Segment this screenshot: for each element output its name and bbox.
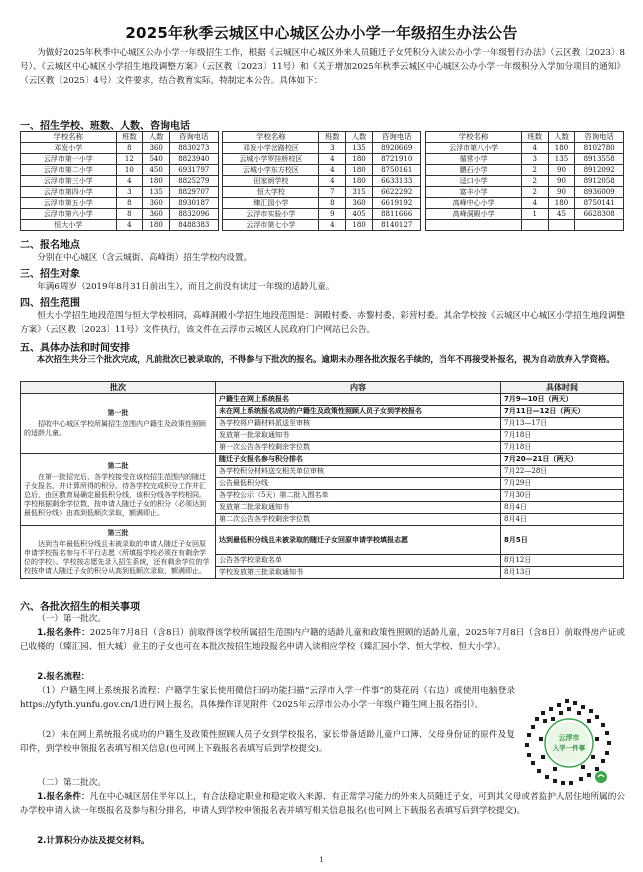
classes-cell: 4: [319, 176, 346, 187]
phone-cell: 8936009: [575, 187, 624, 198]
school-name-cell: 邓发小学: [21, 143, 117, 154]
phone-cell: 8825279: [170, 176, 219, 187]
classes-cell: 3: [521, 154, 548, 165]
sub1-item2-label: 2.报名流程：: [37, 672, 90, 682]
phone-cell: 8830273: [170, 143, 219, 154]
students-cell: 45: [548, 209, 575, 220]
intro-paragraph: 为做好2025年秋季中心城区公办小学一年级招生工作，根据《云城区中心城区外来人员随迁子女凭积分入读公办小学一年级暂行办法》（云区教〔2023〕8号）、《云城区中心城区小学招生地段调整方案》（云区教〔2023〕11号）和《关于增加2025年秋季云城区中心城区公办小学一年级积分入学加分项目的通知》（云区教〔2025〕4号）文件要求，结合教育实际，特制定本公告。具体如下：: [20, 48, 625, 86]
students-cell: 405: [346, 209, 373, 220]
school-name-cell: 云浮市第八小学: [426, 143, 522, 154]
sub1-item2-p2: （2）未在网上系统报名成功的户籍生及政策性照顾人员子女到学校报名，家长带备适龄儿童户口簿、父母身份证的原件及复印件，到学校申领报名表填写相关信息(也可网上下载报名表填写后到学校提交)。: [20, 730, 515, 754]
sub1-item1-label: 1.报名条件：: [37, 628, 90, 638]
sub2-item1-label: 1.报名条件：: [37, 792, 90, 802]
header-school-name: 学校名称: [426, 132, 522, 143]
batch-name: 第一批: [107, 409, 129, 417]
students-cell: 180: [548, 143, 575, 154]
students-cell: 135: [346, 143, 373, 154]
school-name-cell: 迳口小学: [426, 176, 522, 187]
phone-cell: 6628308: [575, 209, 624, 220]
phone-cell: 8750141: [575, 198, 624, 209]
school-table-row: [21, 176, 624, 187]
students-cell: [548, 220, 575, 231]
students-cell: 360: [143, 198, 170, 209]
students-cell: 90: [548, 176, 575, 187]
classes-cell: 2: [521, 176, 548, 187]
header-school-name: 学校名称: [21, 132, 117, 143]
sunflower-qr-code[interactable]: [523, 697, 615, 789]
batch-name: 第三批: [107, 528, 129, 537]
phone-cell: 8832096: [170, 209, 219, 220]
students-cell: 450: [143, 165, 170, 176]
school-table: [20, 131, 624, 231]
phone-cell: 8750161: [372, 165, 421, 176]
sub2-title: （二）第二批次。: [37, 778, 106, 788]
batch-cell: [21, 394, 216, 454]
students-cell: 360: [143, 143, 170, 154]
schedule-time-cell: 7月30日: [501, 490, 624, 502]
header-content: 内容: [216, 382, 501, 394]
batch-cell: [21, 526, 216, 579]
header-classes: 班数: [319, 132, 346, 143]
students-cell: 360: [346, 198, 373, 209]
sub2-item2-label: 2.计算积分办法及提交材料。: [37, 836, 150, 846]
schedule-time-cell: 7月29日: [501, 478, 624, 490]
schedule-content-cell: 各学校积分材料送交相关单位审核: [216, 466, 501, 478]
classes-cell: 8: [319, 198, 346, 209]
school-table-row: [21, 187, 624, 198]
phone-cell: 8829707: [170, 187, 219, 198]
schedule-content-cell: 各学校将户籍材料派送至审核: [216, 418, 501, 430]
batch-name: 第二批: [107, 461, 129, 470]
qr-caption-top: 云浮市: [558, 734, 580, 742]
school-name-cell: 恒大小学: [21, 220, 117, 231]
schedule-content-cell: 达到最低积分线且未被录取的随迁子女回原申请学校填报志愿: [216, 526, 501, 555]
students-cell: 315: [346, 187, 373, 198]
phone-cell: 8912058: [575, 176, 624, 187]
school-name-cell: 高峰中心小学: [426, 198, 522, 209]
schedule-time-cell: 8月13日: [501, 567, 624, 579]
school-name-cell: 鹏石小学: [426, 165, 522, 176]
schedule-content-cell: 随迁子女报名参与积分排名: [216, 454, 501, 466]
classes-cell: 4: [319, 220, 346, 231]
classes-cell: 7: [319, 187, 346, 198]
school-table-row: [21, 209, 624, 220]
classes-cell: 2: [521, 165, 548, 176]
students-cell: 180: [346, 154, 373, 165]
section-2-text: 分别在中心城区（含云城街、高峰街）招生学校内设置。: [37, 253, 253, 263]
phone-cell: 8920669: [372, 143, 421, 154]
schedule-content-cell: 各学校公示（5天）第二批入围名单: [216, 490, 501, 502]
phone-cell: 6619192: [372, 198, 421, 209]
schedule-row: [21, 526, 624, 555]
schedule-time-cell: 7月22—28日: [501, 466, 624, 478]
classes-cell: 8: [116, 198, 143, 209]
schedule-content-cell: 学校发放第三批录取通知书: [216, 567, 501, 579]
classes-cell: 8: [116, 209, 143, 220]
school-name-cell: 云浮市第二小学: [21, 165, 117, 176]
sub1-item1-text: 2025年7月8日（含8日）前取得该学校所属招生范围内户籍的适龄儿童和政策性照顾的适龄儿童，2025年7月8日（含8日）前取得房产证或已收楼的（臻汇园、恒大城）业主的子女也可在本批次按招生地段报名申请入读相应学校（臻汇园小学、恒大学校、恒大小学）。: [20, 628, 625, 652]
classes-cell: 1: [521, 209, 548, 220]
students-cell: 90: [548, 165, 575, 176]
students-cell: 180: [346, 176, 373, 187]
section-5-note: 本次招生共分三个批次完成，凡前批次已被录取的，不得参与下批次的报名。逾期未办理各批次报名手续的，当年不再接受补报名，视为自动放弃入学资格。: [36, 354, 615, 364]
classes-cell: [521, 220, 548, 231]
header-time: 具体时间: [501, 382, 624, 394]
phone-cell: 8930187: [170, 198, 219, 209]
schedule-content-cell: 公告最低积分线: [216, 478, 501, 490]
header-school-name: 学校名称: [223, 132, 319, 143]
schedule-row: [21, 454, 624, 466]
section-2-heading: 二、报名地点: [20, 240, 80, 251]
phone-cell: 8913558: [575, 154, 624, 165]
classes-cell: 4: [319, 165, 346, 176]
schedule-time-cell: 7月18日: [501, 442, 624, 454]
header-classes: 班数: [116, 132, 143, 143]
qr-code-icon: [523, 697, 615, 789]
header-classes: 班数: [521, 132, 548, 143]
school-name-cell: [426, 220, 522, 231]
schedule-content-cell: 发放第二批录取通知书: [216, 502, 501, 514]
section-3-text: 年满6周岁（2019年8月31日前出生），而且之前没有读过一年级的适龄儿童。: [37, 282, 335, 292]
section-5-heading: 五、具体办法和时间安排: [20, 343, 130, 354]
school-name-cell: 云浮市第一小学: [21, 154, 117, 165]
students-cell: 180: [548, 198, 575, 209]
sub1-item1: [20, 626, 625, 654]
schedule-row: [21, 394, 624, 406]
classes-cell: 12: [116, 154, 143, 165]
batch-description: 在第一批招完后，各学校接受在该校招生范围内的随迁子女报名，并计算所得的积分。待各学校完成积分工作并汇总后，由区教育局确定最低积分线，该积分线各学校相同。学校根据剩余学位数，按申请人随迁子女的积分（必须达到最低积分线）由高到低顺次录取，额满即止。: [24, 472, 206, 517]
school-name-cell: 云浮市第四小学: [21, 187, 117, 198]
classes-cell: 4: [521, 198, 548, 209]
phone-cell: 8912092: [575, 165, 624, 176]
sub1-title: （一）第一批次。: [37, 614, 106, 624]
phone-cell: 6622292: [372, 187, 421, 198]
classes-cell: 10: [116, 165, 143, 176]
students-cell: 180: [143, 176, 170, 187]
school-name-cell: 高峰洞殿小学: [426, 209, 522, 220]
classes-cell: 8: [116, 143, 143, 154]
school-name-cell: 富丰小学: [426, 187, 522, 198]
sub1-item2-p1: （1）户籍生网上系统报名流程：户籍学生家长使用微信扫码功能扫描“云浮市入学一件事”的葵花码（右边）或使用电脑登录https://yfyth.yunfu.gov.cn/1进行网上报名，具体操作详见附件《2025年云浮市公办小学一年级户籍生网上报名指引》。: [20, 686, 515, 710]
school-name-cell: 田家炳学校: [223, 176, 319, 187]
school-name-cell: 云城小学罗挂桥校区: [223, 154, 319, 165]
header-phone: 咨询电话: [170, 132, 219, 143]
classes-cell: 4: [319, 154, 346, 165]
phone-cell: 8488383: [170, 220, 219, 231]
section-4-text: 恒大小学招生地段范围与恒大学校相同，高峰洞殿小学招生地段范围是：洞殿村委、赤黎村委、彩营村委。其余学校按《云城区中心城区小学招生地段调整方案》（云区教〔2023〕11号）文件执行，该文件在云浮市云城区人民政府门户网站已公告。: [20, 311, 625, 335]
classes-cell: 9: [319, 209, 346, 220]
page-number: 1: [319, 856, 324, 864]
classes-cell: 2: [521, 187, 548, 198]
schedule-content-cell: 公告各学校录取名单: [216, 555, 501, 567]
students-cell: 360: [143, 209, 170, 220]
school-table-row: [21, 143, 624, 154]
qr-caption-bottom: 入学一件事: [552, 744, 586, 752]
students-cell: 180: [346, 220, 373, 231]
students-cell: 180: [143, 220, 170, 231]
schedule-time-cell: 8月5日: [501, 526, 624, 555]
sub2-item1: [20, 790, 625, 818]
school-name-cell: 循常小学: [426, 154, 522, 165]
schedule-time-cell: 7月13—17日: [501, 418, 624, 430]
header-phone: 咨询电话: [575, 132, 624, 143]
sub2-item1-text: 凡在中心城区居住半年以上，有合法稳定职业和稳定收入来源、有正常学习能力的外来人员随迁子女，可到其父母或者监护人居住地所属的公办学校申请入读一年级报名及参与积分排名，申请人到学校申领报名表并填写相关信息报名(也可网上下载报名表填写后到学校提交)。: [20, 792, 625, 816]
school-table-row: [21, 220, 624, 231]
school-table-row: [21, 165, 624, 176]
section-1-heading: 一、招生学校、班数、人数、咨询电话: [20, 121, 190, 132]
header-students: 人数: [143, 132, 170, 143]
students-cell: 135: [143, 187, 170, 198]
school-name-cell: 云浮市第三小学: [21, 176, 117, 187]
batch-description: 达到当年最低积分线且未被录取的申请人随迁子女回原申请学校报名参与不平行志愿（所填报学校必须在有剩余学位的学校）。学校按志愿先录入招生系统，还有剩余学位的学校按申请人随迁子女的积分从高到低顺次录取，额满即止。: [24, 539, 210, 575]
header-phone: 咨询电话: [372, 132, 421, 143]
section-3-heading: 三、招生对象: [20, 269, 80, 280]
phone-cell: 6633133: [372, 176, 421, 187]
classes-cell: 4: [116, 176, 143, 187]
school-name-cell: 云浮市第七小学: [223, 220, 319, 231]
classes-cell: 4: [521, 143, 548, 154]
students-cell: 90: [548, 187, 575, 198]
schedule-table: [20, 381, 624, 579]
school-name-cell: 臻汇园小学: [223, 198, 319, 209]
schedule-header-row: [21, 382, 624, 394]
schedule-time-cell: 7月20—21日（两天）: [501, 454, 624, 466]
classes-cell: 3: [116, 187, 143, 198]
schedule-content-cell: 未在网上系统报名成功的户籍生及政策性照顾人员子女到学校报名: [216, 406, 501, 418]
students-cell: 540: [143, 154, 170, 165]
school-name-cell: 云城小学东方校区: [223, 165, 319, 176]
header-students: 人数: [346, 132, 373, 143]
school-name-cell: 恒大学校: [223, 187, 319, 198]
header-students: 人数: [548, 132, 575, 143]
classes-cell: 4: [116, 220, 143, 231]
phone-cell: 8823940: [170, 154, 219, 165]
school-name-cell: 云浮市第六小学: [21, 209, 117, 220]
phone-cell: 8140127: [372, 220, 421, 231]
school-name-cell: 邓发小学岔路校区: [223, 143, 319, 154]
schedule-content-cell: 第二次公告各学校剩余学位数: [216, 514, 501, 526]
classes-cell: 3: [319, 143, 346, 154]
batch-description: 招收中心城区学校所属招生范围内户籍生及政策性照顾的适龄儿童。: [24, 420, 206, 437]
phone-cell: 8811666: [372, 209, 421, 220]
schedule-time-cell: 8月4日: [501, 514, 624, 526]
section-4-heading: 四、招生范围: [20, 298, 80, 309]
schedule-time-cell: 7月11日—12日（两天）: [501, 406, 624, 418]
phone-cell: [575, 220, 624, 231]
page-title: 2025年秋季云城区中心城区公办小学一年级招生办法公告: [125, 24, 518, 42]
section-6-heading: 六、各批次招生的相关事项: [20, 602, 140, 613]
phone-cell: 8721910: [372, 154, 421, 165]
school-name-cell: 云浮市实验小学: [223, 209, 319, 220]
schedule-content-cell: 发放第一批录取通知书: [216, 430, 501, 442]
schedule-time-cell: 7月18日: [501, 430, 624, 442]
school-name-cell: 云浮市第五小学: [21, 198, 117, 209]
school-table-row: [21, 198, 624, 209]
batch-cell: [21, 454, 216, 526]
school-table-row: [21, 154, 624, 165]
schedule-content-cell: 第一次公告各学校剩余学位数: [216, 442, 501, 454]
header-batch: 批次: [21, 382, 216, 394]
schedule-time-cell: 8月4日: [501, 502, 624, 514]
phone-cell: 8102780: [575, 143, 624, 154]
schedule-time-cell: 8月12日: [501, 555, 624, 567]
schedule-content-cell: 户籍生在网上系统报名: [216, 394, 501, 406]
students-cell: 135: [548, 154, 575, 165]
schedule-time-cell: 7月9—10日（两天）: [501, 394, 624, 406]
students-cell: 180: [346, 165, 373, 176]
school-table-header-row: [21, 132, 624, 143]
phone-cell: 6931797: [170, 165, 219, 176]
